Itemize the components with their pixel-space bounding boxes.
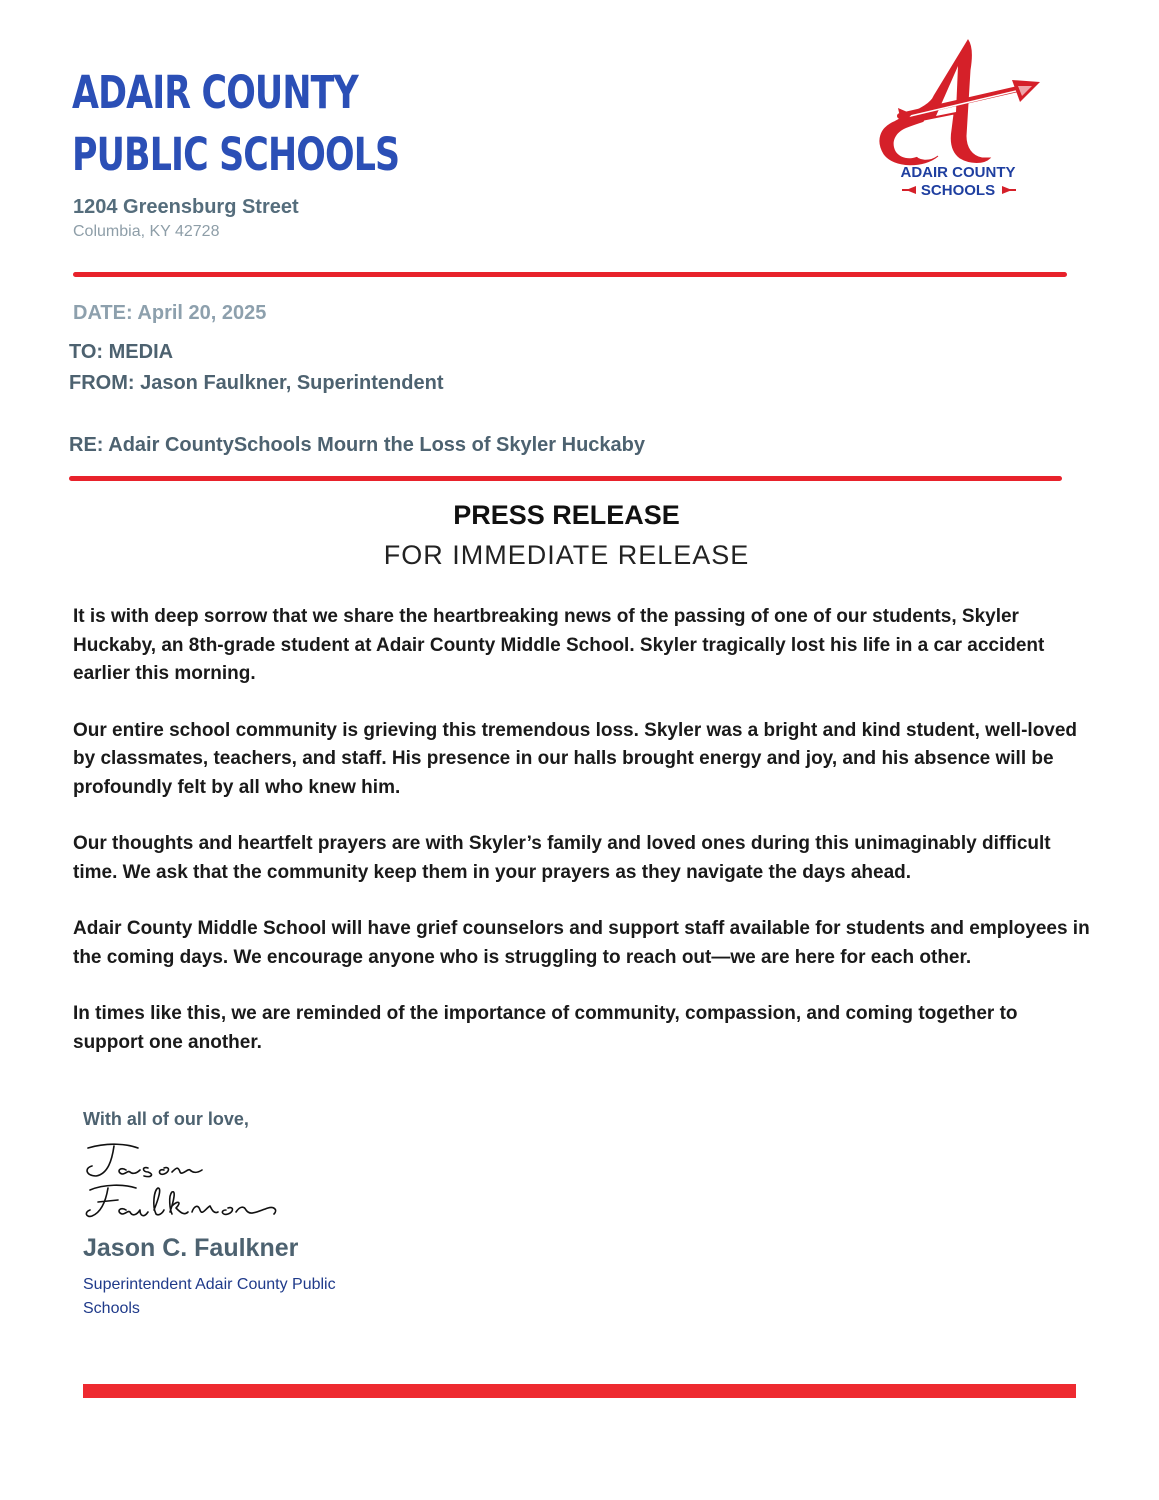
body-paragraph: Adair County Middle School will have grief counselors and support staff available for students and employees in the coming days. We encourage anyone who is struggling to reach out—we are here for each other. <box>73 918 1090 968</box>
memo-from: FROM: Jason Faulkner, Superintendent <box>69 372 444 394</box>
school-logo <box>872 36 1044 204</box>
org-name: ADAIR COUNTY PUBLIC SCHOOLS <box>72 66 400 181</box>
release-body <box>73 603 1093 1085</box>
handwritten-signature <box>78 1140 288 1230</box>
memo-to: TO: MEDIA <box>69 341 174 363</box>
body-paragraph: In times like this, we are reminded of the importance of community, compassion, and coming together to support one another. <box>73 1003 1018 1053</box>
logo-text-line1: ADAIR COUNTY <box>900 164 1016 181</box>
address-city: Columbia, KY 42728 <box>73 223 220 240</box>
signer-name: Jason C. Faulkner <box>83 1234 299 1262</box>
press-release-title: PRESS RELEASE <box>453 500 680 530</box>
signer-title: Superintendent Adair County Public Schools <box>83 1276 336 1317</box>
footer-bar <box>83 1384 1076 1398</box>
press-release-subtitle: FOR IMMEDIATE RELEASE <box>383 540 750 570</box>
body-paragraph: Our entire school community is grieving this tremendous loss. Skyler was a bright and kind student, well-loved by classmates, teachers, and staff. His presence in our halls brought energy and joy, and his absence will be profoundly felt by all who knew him. <box>73 719 1078 798</box>
logo-text-line2: SCHOOLS <box>920 182 996 199</box>
address-street: 1204 Greensburg Street <box>73 196 299 218</box>
memo-divider <box>69 476 1062 481</box>
closing-line: With all of our love, <box>83 1109 249 1129</box>
memo-subject: RE: Adair CountySchools Mourn the Loss of Skyler Huckaby <box>69 434 646 456</box>
body-paragraph: Our thoughts and heartfelt prayers are with Skyler’s family and loved ones during this unimaginably difficult time. We ask that the community keep them in your prayers as they navigate the days ahead. <box>73 833 1051 883</box>
header-divider <box>73 272 1067 277</box>
memo-date: DATE: April 20, 2025 <box>73 302 267 324</box>
body-paragraph: It is with deep sorrow that we share the heartbreaking news of the passing of one of our students, Skyler Huckaby, an 8th-grade student at Adair County Middle School. Skyler tragically lost his life in a car accident earlier this morning. <box>73 606 1045 684</box>
